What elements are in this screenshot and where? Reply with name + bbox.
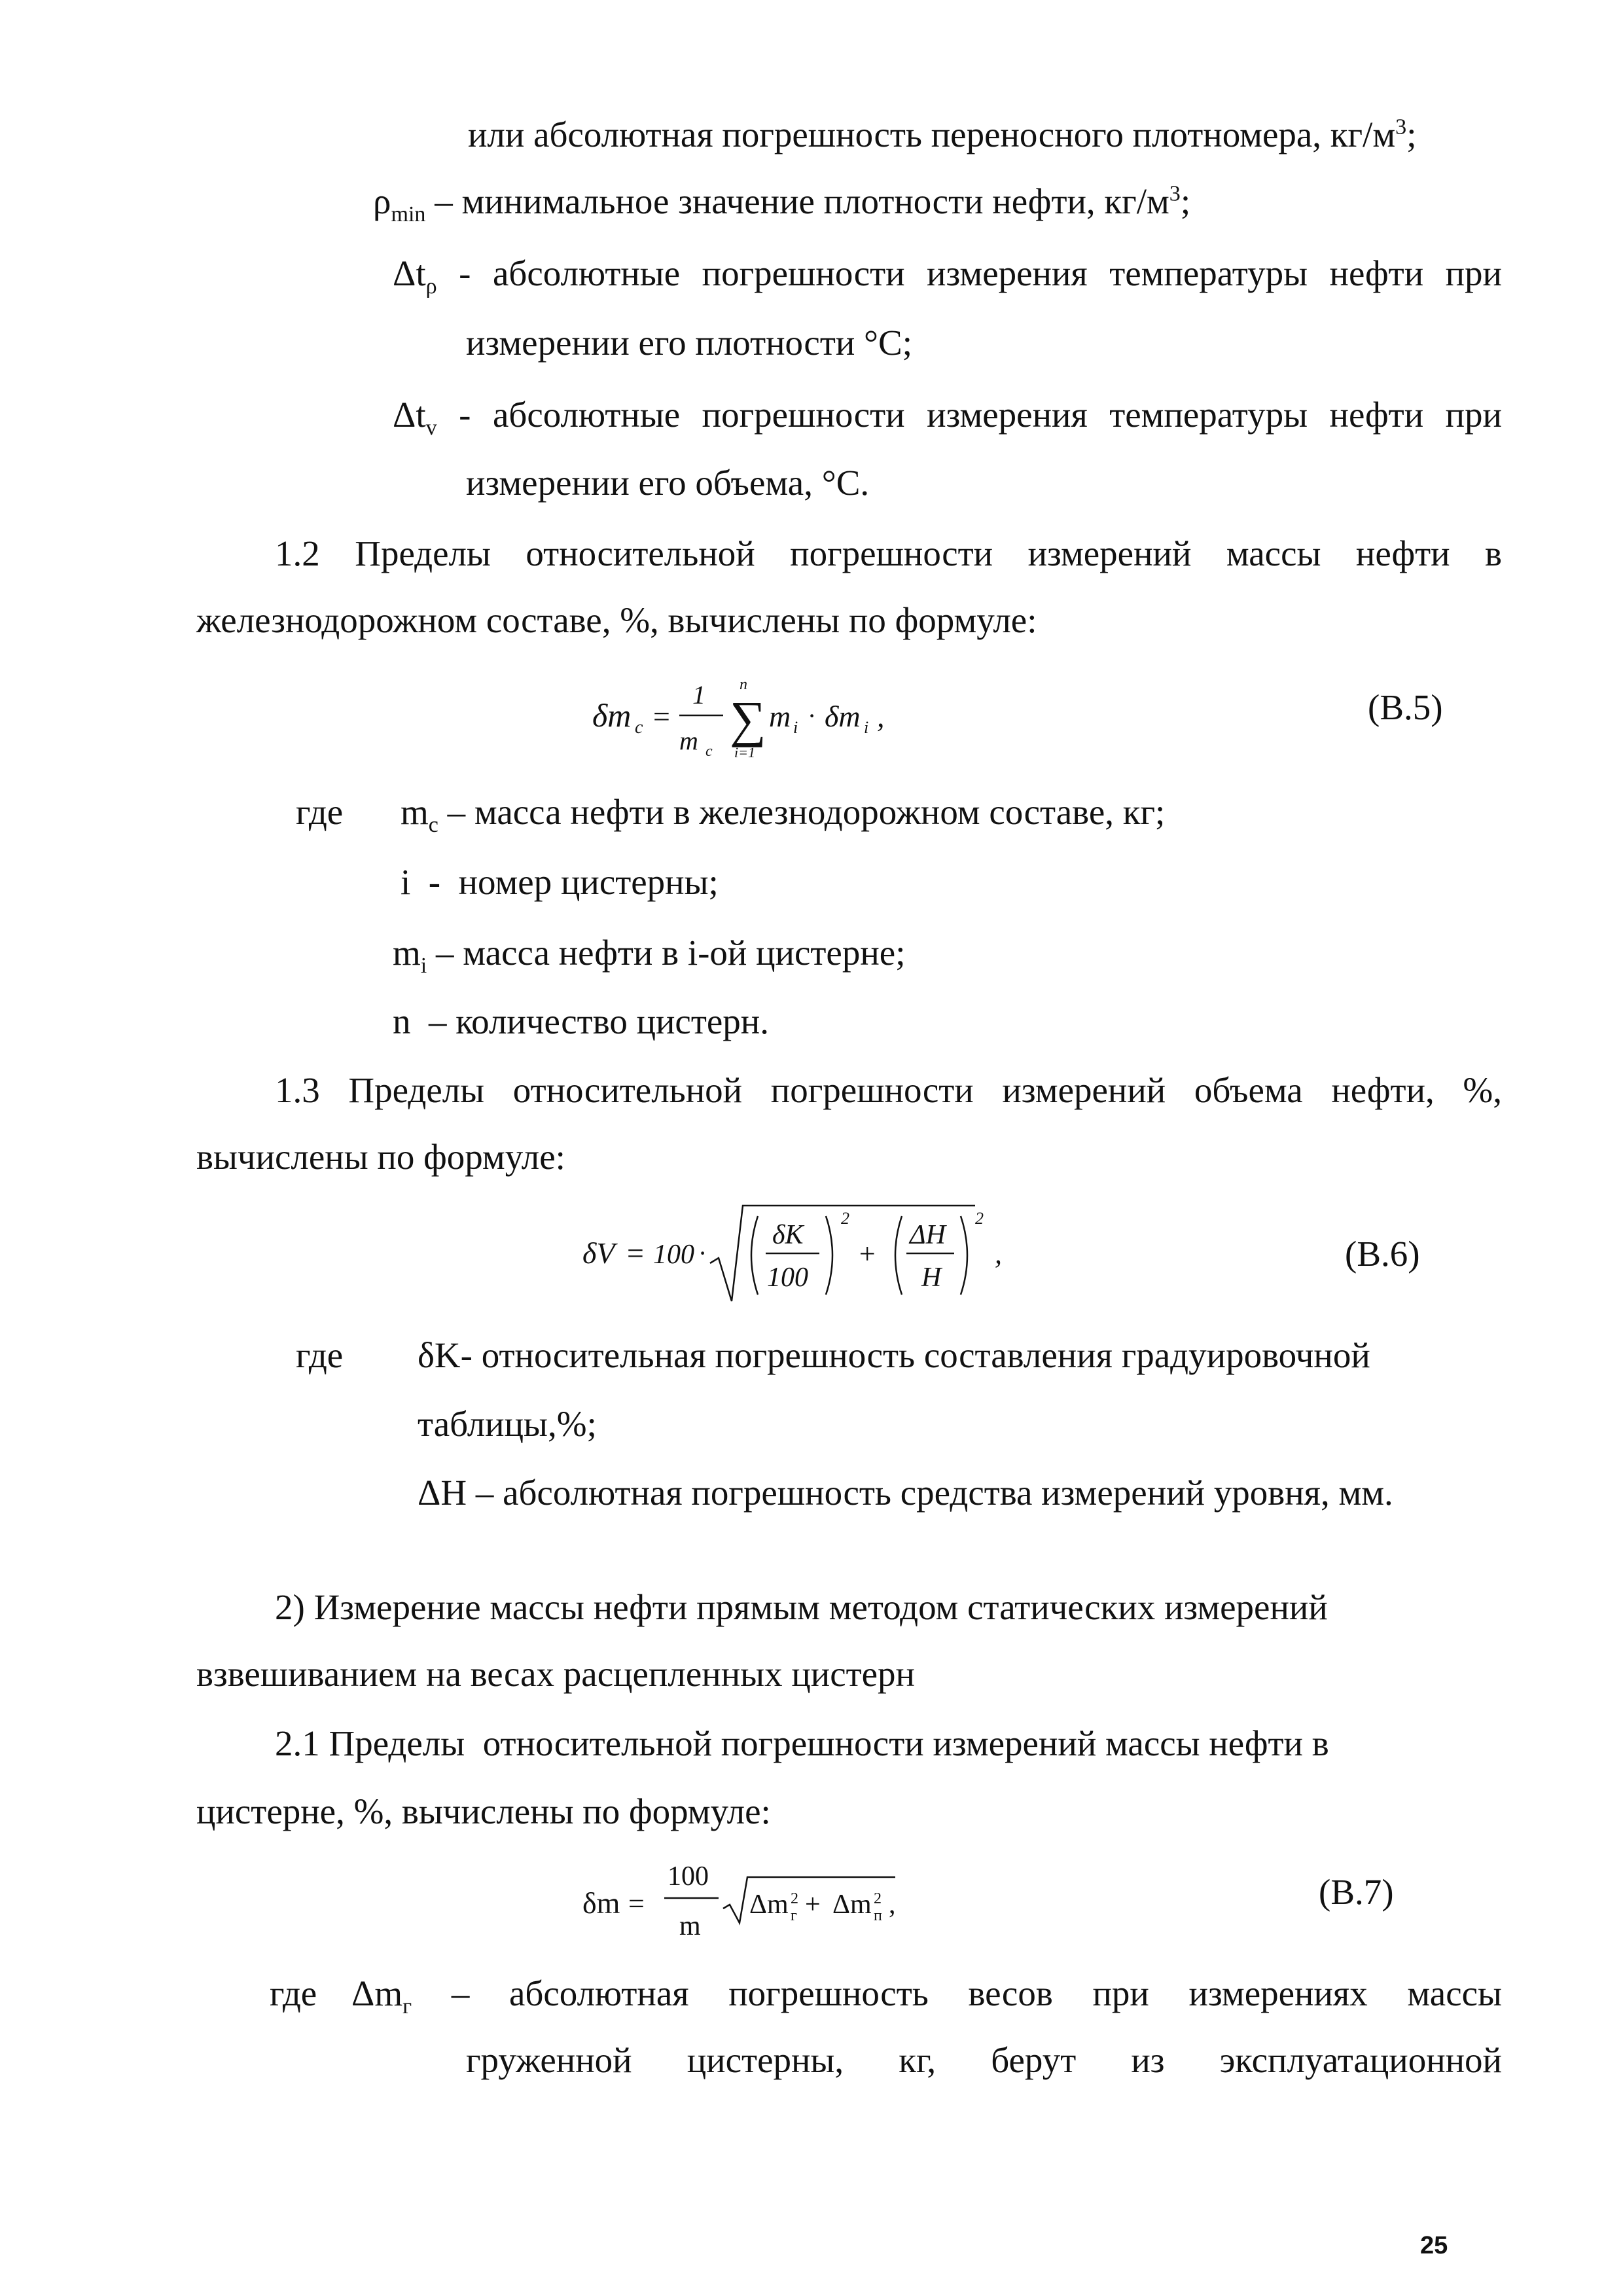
section-1-2-line2: железнодорожном составе, %, вычислены по формуле: bbox=[196, 600, 1037, 640]
svg-text:+: + bbox=[805, 1890, 821, 1920]
formula-b6 bbox=[576, 1198, 1008, 1312]
svg-text:δK: δK bbox=[772, 1220, 804, 1250]
definition-density-error: или абсолютная погрешность переносного плотномера, $кг/м^3$; bbox=[468, 115, 1417, 154]
svg-text:1: 1 bbox=[692, 680, 705, 709]
svg-text:+: + bbox=[857, 1238, 877, 1270]
definition-delta-t-v-cont: измерении его объема, °С. bbox=[466, 463, 870, 503]
svg-text:i=1: i=1 bbox=[734, 744, 755, 761]
where-b7-line2: груженной цистерны, кг, берут из эксплуатационной bbox=[466, 2040, 1502, 2080]
section-2-1-line2: цистерне, %, вычислены по формуле: bbox=[196, 1791, 771, 1831]
svg-text:i: i bbox=[793, 718, 798, 737]
svg-text:2: 2 bbox=[874, 1890, 882, 1907]
definition-delta-t-rho: $\Delta t_\rho$ - абсолютные погрешности измерения температуры нефти при bbox=[393, 253, 1502, 298]
svg-text:2: 2 bbox=[975, 1209, 984, 1228]
where-b6-dk-cont: таблицы,%; bbox=[418, 1404, 597, 1444]
section-2-line1: 2) Измерение массы нефти прямым методом статических измерений bbox=[275, 1587, 1328, 1627]
formula-b7 bbox=[576, 1851, 942, 1949]
where-b6-dk: δK- относительная погрешность составления градуировочной bbox=[418, 1335, 1370, 1375]
svg-text:·: · bbox=[699, 1238, 705, 1268]
svg-text:m: m bbox=[679, 1911, 701, 1941]
svg-text:п: п bbox=[874, 1907, 882, 1924]
formula-b5 bbox=[582, 664, 923, 762]
where-label-b7: где bbox=[270, 1973, 317, 2013]
svg-text:=: = bbox=[628, 1888, 645, 1920]
svg-text:2: 2 bbox=[841, 1209, 849, 1228]
page-number: 25 bbox=[1420, 2232, 1448, 2259]
svg-text:Δm: Δm bbox=[749, 1890, 789, 1920]
where-b5-item-mc: $m_c$ – масса нефти в железнодорожном составе, кг; bbox=[401, 792, 1166, 837]
svg-text:=: = bbox=[651, 700, 672, 733]
section-1-2-line1: 1.2 Пределы относительной погрешности измерений массы нефти в bbox=[275, 533, 1502, 573]
svg-text:δV: δV bbox=[582, 1236, 615, 1270]
definition-rho-min: $\rho_{min}$ – минимальное значение плотности нефти, $кг/м^3$; bbox=[373, 181, 1191, 226]
definition-delta-t-rho-cont: измерении его плотности °С; bbox=[466, 323, 912, 363]
svg-text:=: = bbox=[625, 1236, 646, 1270]
where-b7-line1: $\Delta m_г$ – абсолютная погрешность весов при измерениях массы bbox=[351, 1973, 1502, 2018]
svg-text:δm: δm bbox=[592, 697, 632, 734]
svg-text:i: i bbox=[864, 718, 869, 737]
section-1-3-line2: вычислены по формуле: bbox=[196, 1137, 565, 1177]
svg-text:m: m bbox=[679, 726, 698, 755]
where-b5-item-n: n – количество цистерн. bbox=[393, 1001, 769, 1041]
svg-text:n: n bbox=[740, 676, 747, 693]
eq-number-b7: (В.7) bbox=[1319, 1872, 1394, 1912]
section-2-line2: взвешиванием на весах расцепленных цистерн bbox=[196, 1654, 915, 1694]
svg-text:·: · bbox=[808, 701, 815, 730]
svg-text:2: 2 bbox=[791, 1890, 798, 1907]
definition-delta-t-v: $\Delta t_v$ - абсолютные погрешности измерения температуры нефти при bbox=[393, 395, 1502, 440]
where-b6-dh: ΔH – абсолютная погрешность средства измерений уровня, мм. bbox=[418, 1473, 1393, 1513]
svg-text:H: H bbox=[921, 1263, 942, 1293]
where-b5-item-mi: $m_i$ – масса нефти в i-ой цистерне; bbox=[393, 933, 906, 978]
svg-text:,: , bbox=[877, 700, 885, 733]
where-b5-item-i: i - номер цистерны; bbox=[401, 862, 719, 902]
svg-text:c: c bbox=[635, 717, 643, 738]
svg-text:Δm: Δm bbox=[832, 1890, 872, 1920]
svg-text:ΔH: ΔH bbox=[910, 1220, 946, 1250]
svg-text:100: 100 bbox=[767, 1263, 808, 1293]
eq-number-b5: (В.5) bbox=[1368, 687, 1443, 727]
svg-text:100: 100 bbox=[668, 1861, 709, 1892]
svg-text:c: c bbox=[705, 743, 713, 760]
svg-text:m: m bbox=[769, 700, 791, 733]
where-label-b6: где bbox=[296, 1335, 344, 1375]
svg-text:δm: δm bbox=[825, 700, 861, 733]
svg-text:,: , bbox=[995, 1238, 1002, 1270]
svg-text:г: г bbox=[791, 1907, 797, 1924]
section-1-3-line1: 1.3 Пределы относительной погрешности измерений объема нефти, %, bbox=[275, 1070, 1502, 1110]
section-2-1-line1: 2.1 Пределы относительной погрешности измерений массы нефти в bbox=[275, 1723, 1329, 1763]
svg-text:∑: ∑ bbox=[730, 691, 766, 747]
eq-number-b6: (В.6) bbox=[1345, 1234, 1420, 1274]
svg-text:δm: δm bbox=[582, 1886, 620, 1920]
svg-text:100: 100 bbox=[653, 1240, 694, 1270]
where-label-b5: где bbox=[296, 792, 344, 832]
svg-text:,: , bbox=[889, 1890, 896, 1920]
